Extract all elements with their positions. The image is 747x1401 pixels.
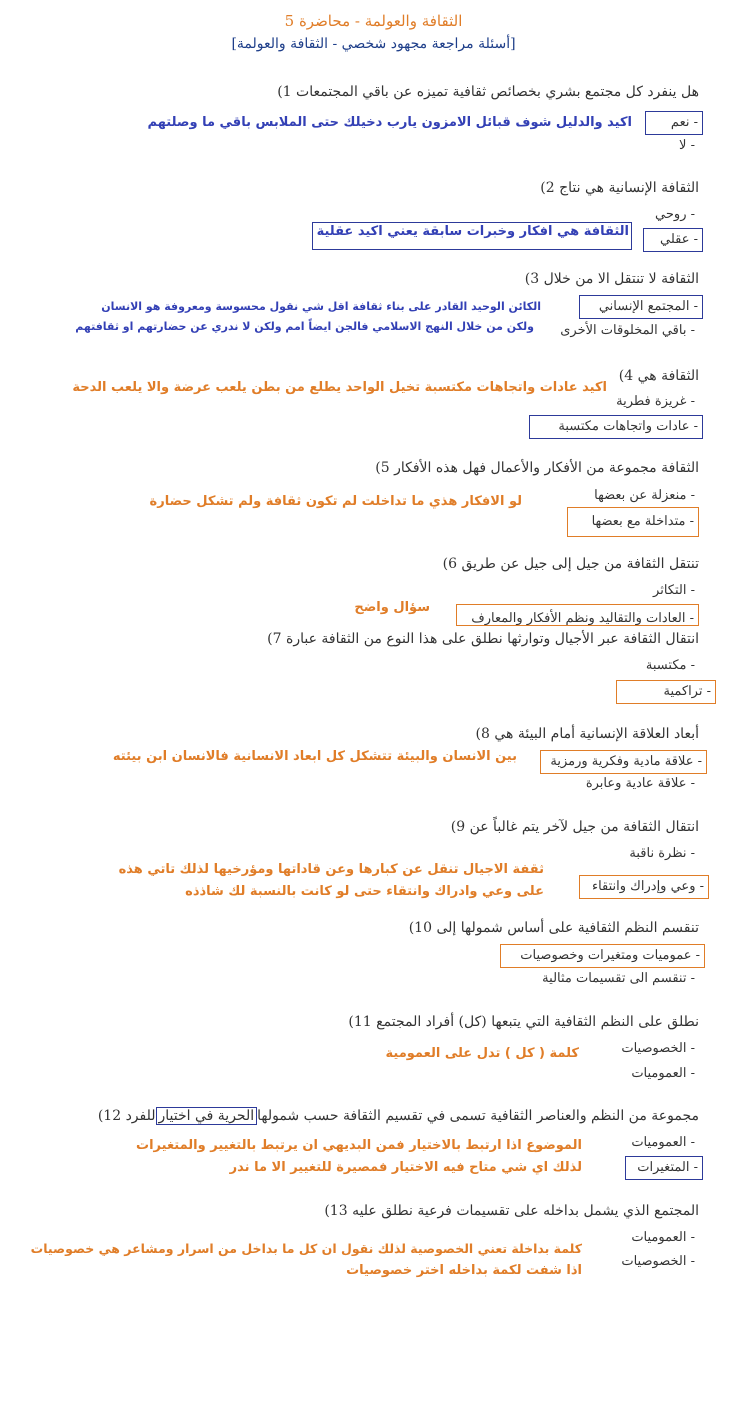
page-subtitle: [أسئلة مراجعة مجهود شخصي - الثقافة والعولمة]: [231, 36, 516, 52]
option-label: - التكاثر: [653, 583, 695, 598]
page-title: الثقافة والعولمة - محاضرة 5: [284, 12, 463, 30]
option-label: - علاقة مادية وفكرية ورمزية: [550, 754, 702, 769]
option-label: - عادات واتجاهات مكتسبة: [558, 419, 698, 434]
question-number: 5): [375, 460, 390, 476]
question-7: [267, 631, 699, 647]
annotation-note-line: الموضوع اذا ارتبط بالاختيار فمن البديهي ان يرتبط بالتغيير والمتغيرات: [136, 1138, 582, 1153]
question-text: الثقافة مجموعة من الأفكار والأعمال فهل هذه الأفكار: [394, 460, 699, 476]
question-text: تنتقل الثقافة من جيل إلى جيل عن طريق: [461, 556, 699, 572]
question-11: [348, 1014, 699, 1030]
question-13: [324, 1203, 699, 1219]
question-text: مجموعة من النظم والعناصر الثقافية تسمى في تقسيم الثقافة حسب شمولها: [257, 1108, 699, 1124]
option-label: - روحي: [655, 207, 695, 222]
option-label: - العموميات: [631, 1066, 695, 1081]
question-number: 10): [408, 920, 432, 936]
annotation-note: بين الانسان والبيئة تتشكل كل ابعاد الانسانية فالانسان ابن بيئته: [112, 749, 517, 764]
question-12: [98, 1108, 699, 1124]
option-label: - تراكمية: [663, 684, 711, 699]
answer-box: [643, 228, 703, 252]
question-number: 8): [475, 726, 490, 742]
question-number: 9): [450, 819, 466, 835]
answer-box: [540, 750, 707, 774]
answer-box: [456, 604, 699, 626]
question-8: [476, 726, 699, 742]
question-text: للفرد: [125, 1108, 156, 1124]
highlight-box: الحرية في اختيار: [156, 1107, 258, 1125]
option-label: - لا: [679, 138, 695, 153]
annotation-note-line: على وعي وادراك وانتقاء حتى لو كانت بالنسبة لك شاذذه: [185, 884, 544, 899]
question-2: [540, 180, 699, 196]
answer-box: [529, 415, 703, 439]
option-label: - متداخلة مع بعضها: [591, 514, 694, 529]
question-number: 3): [524, 271, 540, 287]
annotation-note-line: لذلك اي شي متاح فيه الاختيار فمصيرة للتغيير الا ما ندر: [229, 1160, 582, 1175]
question-9: [451, 819, 699, 835]
option-label: - وعي وإدراك وانتقاء: [591, 879, 704, 894]
question-10: [409, 920, 699, 936]
question-number: 7): [267, 631, 282, 647]
answer-box: [579, 295, 703, 319]
option-label: - العموميات: [631, 1135, 695, 1150]
option-label: - عموميات ومتغيرات وخصوصيات: [520, 948, 700, 963]
question-text: تنقسم النظم الثقافية على أساس شمولها إلى: [436, 920, 699, 936]
annotation-note-line: اذا شفت لكمة بداخله اختر خصوصيات: [346, 1263, 582, 1278]
question-text: المجتمع الذي يشمل بداخله على تقسيمات فرعية نطلق عليه: [352, 1203, 699, 1219]
question-number: 4): [618, 368, 634, 384]
question-number: 2): [540, 180, 555, 196]
option-label: - المجتمع الإنساني: [598, 299, 698, 314]
annotation-note: سؤال واضح: [354, 600, 430, 615]
annotation-note: اكيد عادات واتجاهات مكتسبة تخيل الواحد يطلع من بطن يلعب عرضة والا يلعب الدحة: [72, 380, 607, 395]
question-1: [277, 84, 699, 100]
question-text: الثقافة الإنسانية هي نتاج: [559, 180, 699, 196]
question-6: [443, 556, 699, 572]
option-label: - الخصوصيات: [621, 1041, 695, 1056]
annotation-note: كلمة ( كل ) تدل على العمومية: [385, 1046, 579, 1061]
option-label: - منعزلة عن بعضها: [594, 488, 695, 503]
question-4: [619, 368, 699, 384]
question-text: أبعاد العلاقة الإنسانية أمام البيئة هي: [494, 726, 699, 742]
option-label: - عقلي: [660, 232, 698, 247]
question-text: الثقافة لا تنتقل الا من خلال: [543, 271, 699, 287]
answer-box: [645, 111, 703, 135]
annotation-note-line: ثقفة الاجيال تنقل عن كبارها وعن قاداتها ومؤرخيها لذلك تاتي هذه: [118, 862, 544, 877]
option-label: - تنقسم الى تقسيمات مثالية: [542, 971, 695, 986]
annotation-note-line: كلمة بداخلة تعني الخصوصية لذلك نقول ان كل ما بداخل من اسرار ومشاعر هي خصوصيات: [30, 1241, 582, 1256]
answer-box: [500, 944, 705, 968]
option-label: - غريزة فطرية: [616, 394, 695, 409]
question-3: [525, 271, 699, 287]
question-5: [375, 460, 699, 476]
question-number: 12): [97, 1108, 122, 1124]
option-label: - مكتسبة: [645, 658, 695, 673]
option-label: - العموميات: [631, 1230, 695, 1245]
question-number: 1): [277, 84, 292, 100]
question-number: 11): [348, 1014, 372, 1030]
annotation-note: اكيد والدليل شوف قبائل الامزون يارب دخيلك حتى الملابس باقي ما وصلتهم: [147, 115, 632, 130]
answer-box: [616, 680, 716, 704]
question-number: 13): [324, 1203, 348, 1219]
annotation-note: لو الافكار هذي ما تداخلت لم تكون ثقافة ولم تشكل حضارة: [149, 494, 522, 509]
option-label: - العادات والتقاليد ونظم الأفكار والمعارف: [471, 611, 694, 626]
annotation-note-line: ولكن من خلال النهج الاسلامي فالجن ايضاً امم ولكن لا ندري عن حضارتهم او ثقافتهم: [75, 320, 534, 333]
option-label: - علاقة عادية وعابرة: [585, 776, 695, 791]
question-number: 6): [442, 556, 458, 572]
annotation-note: الثقافة هي افكار وخبرات سابقة يعني اكيد عقلية: [316, 224, 629, 239]
answer-box: [625, 1156, 703, 1180]
question-text: انتقال الثقافة عبر الأجيال وتوارثها نطلق على هذا النوع من الثقافة عبارة: [285, 631, 699, 647]
option-label: - نعم: [670, 115, 698, 130]
question-text: هل ينفرد كل مجتمع بشري بخصائص ثقافية تميزه عن باقي المجتمعات: [296, 84, 699, 100]
annotation-note-line: الكائن الوحيد القادر على بناء ثقافة اقل شي نقول محسوسة ومعروفة هو الانسان: [101, 300, 541, 313]
answer-box: [567, 507, 699, 537]
question-text: انتقال الثقافة من جيل لآخر يتم غالباً عن: [469, 819, 699, 835]
option-label: - المتغيرات: [637, 1160, 698, 1175]
question-text: الثقافة هي: [637, 368, 699, 384]
answer-box: [579, 875, 709, 899]
option-label: - نظرة ناقبة: [629, 846, 695, 861]
question-text: نطلق على النظم الثقافية التي يتبعها (كل) أفراد المجتمع: [376, 1014, 699, 1030]
option-label: - باقي المخلوقات الأخرى: [560, 323, 695, 338]
option-label: - الخصوصيات: [621, 1254, 695, 1269]
